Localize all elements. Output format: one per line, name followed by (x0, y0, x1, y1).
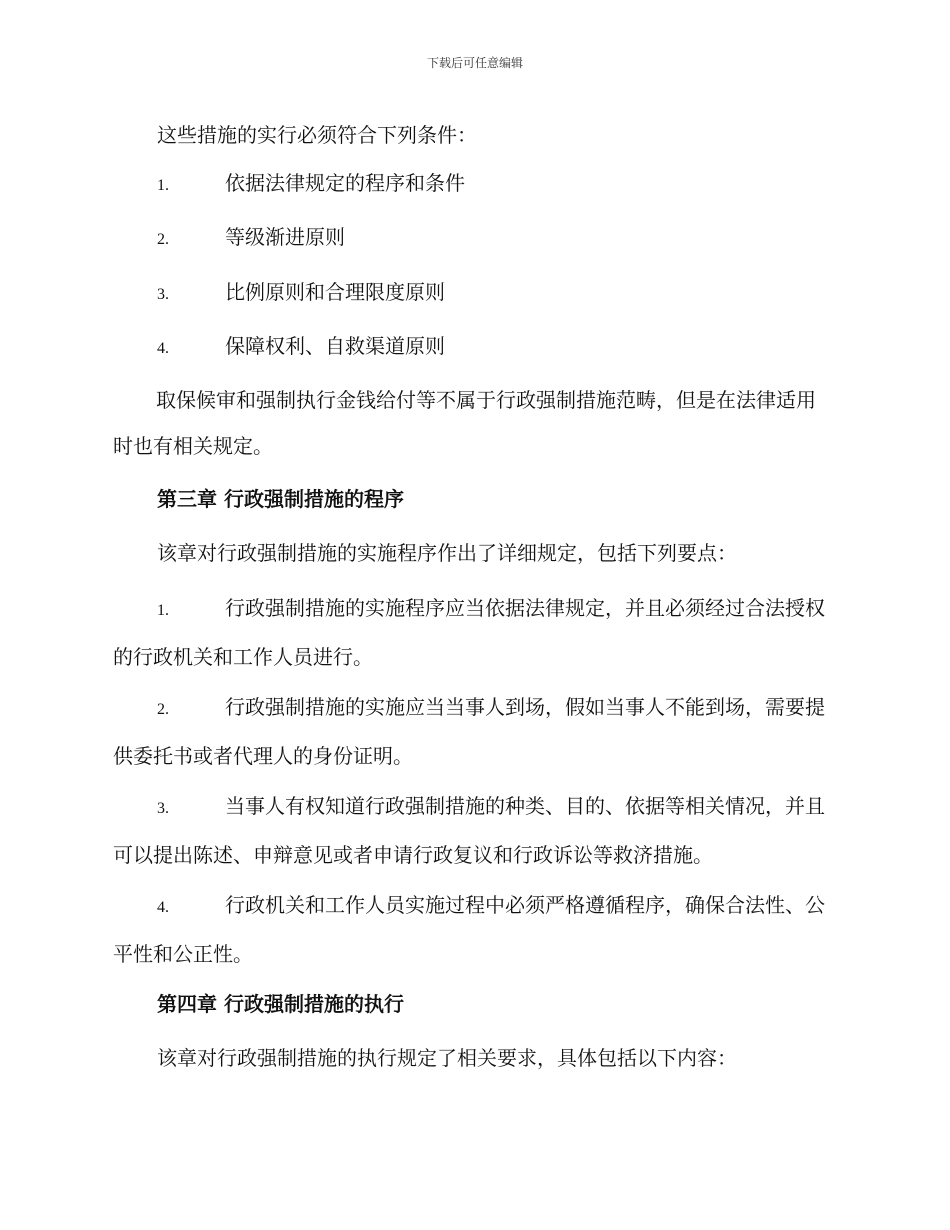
chapter4-intro: 该章对行政强制措施的执行规定了相关要求，具体包括以下内容： (157, 1046, 737, 1070)
conditions-intro: 这些措施的实行必须符合下列条件： (157, 123, 477, 147)
list-text: 依据法律规定的程序和条件 (225, 171, 465, 195)
list-number: 3. (157, 800, 169, 817)
chapter3-heading: 第三章 行政强制措施的程序 (157, 487, 404, 511)
list-text: 行政强制措施的实施应当当事人到场，假如当事人不能到场，需要提供委托书或者代理人的身份证明。 (113, 695, 825, 768)
condition-item-4 (157, 330, 445, 365)
list-number: 2. (157, 231, 169, 248)
condition-item-1 (157, 167, 465, 202)
chapter3-intro: 该章对行政强制措施的实施程序作出了详细规定，包括下列要点： (157, 541, 737, 565)
chapter4-heading: 第四章 行政强制措施的执行 (157, 992, 404, 1016)
chapter3-item-4 (113, 882, 835, 977)
list-text: 等级渐进原则 (225, 225, 345, 249)
list-text: 保障权利、自救渠道原则 (225, 334, 445, 358)
list-number: 1. (157, 602, 169, 619)
chapter3-item-2 (113, 684, 835, 779)
list-text: 比例原则和合理限度原则 (225, 280, 445, 304)
list-number: 1. (157, 177, 169, 194)
condition-item-3 (157, 276, 445, 311)
chapter3-item-1 (113, 585, 835, 680)
list-text: 行政机关和工作人员实施过程中必须严格遵循程序，确保合法性、公平性和公正性。 (113, 893, 825, 966)
list-number: 2. (157, 701, 169, 718)
list-number: 3. (157, 286, 169, 303)
list-number: 4. (157, 340, 169, 357)
list-text: 当事人有权知道行政强制措施的种类、目的、依据等相关情况，并且可以提出陈述、申辩意见或者申请行政复议和行政诉讼等救济措施。 (113, 794, 825, 867)
bail-paragraph: 取保候审和强制执行金钱给付等不属于行政强制措施范畴，但是在法律适用时也有相关规定。 (113, 388, 816, 458)
condition-item-2 (157, 221, 345, 256)
list-number: 4. (157, 899, 169, 916)
chapter3-item-3 (113, 783, 835, 878)
header-note: 下载后可任意编辑 (426, 56, 523, 70)
list-text: 行政强制措施的实施程序应当依据法律规定，并且必须经过合法授权的行政机关和工作人员进行。 (113, 596, 825, 669)
